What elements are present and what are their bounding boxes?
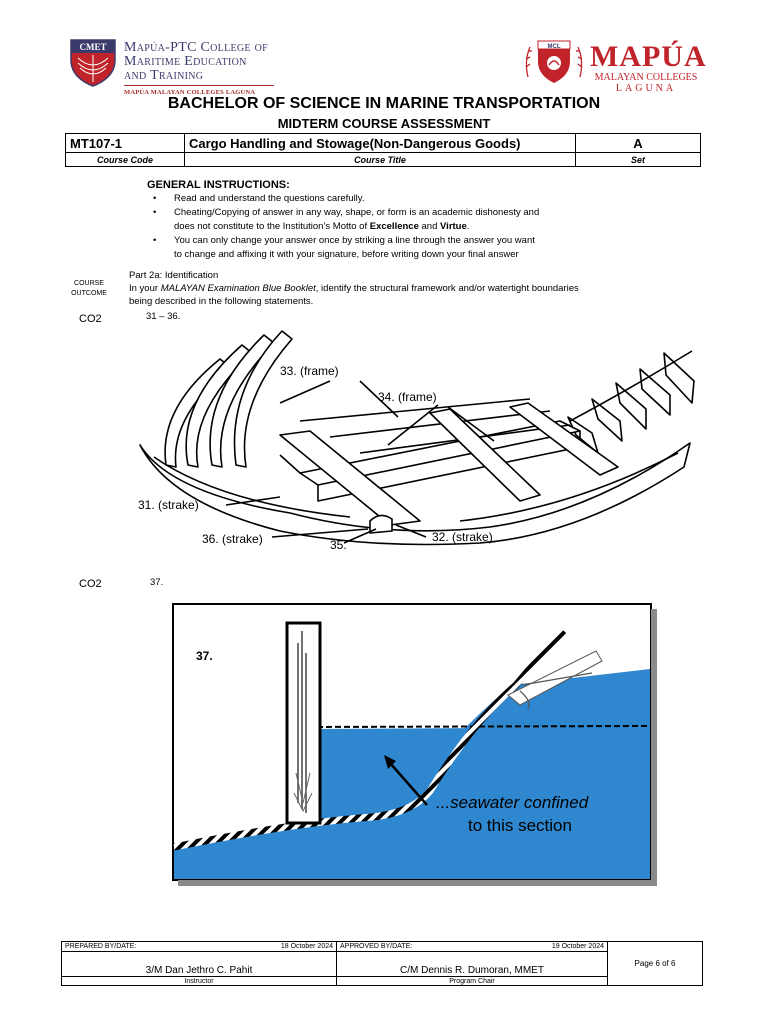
approved-date: 19 October 2024 [551,943,604,950]
cmet-line-1: Mapúa-PTC College of [124,40,269,55]
course-table [65,133,701,167]
assessment-title: MIDTERM COURSE ASSESSMENT [277,116,491,131]
approved-role: Program Chair [337,977,608,986]
prepared-date: 18 October 2024 [280,943,333,950]
part-desc: being described in the following statements. [129,296,314,307]
part-title: Part 2a: Identification [129,270,219,281]
booklet-name: MALAYAN Examination Blue Booklet [160,283,316,294]
mapua-logo-text [590,40,707,94]
seawater-figure [172,603,660,888]
q1-outcome: CO2 [79,313,102,325]
prepared-cell [62,942,337,952]
instruction-item: • Cheating/Copying of answer in any way, shape, or form is an academic dishonesty and does not constitute to the Institution’s Motto of Excellence and Virtue. [153,207,540,232]
mapua-sub-2: LAGUNA [615,83,677,94]
course-code: MT107-1 [66,134,185,153]
hull-structure-figure [130,325,700,555]
course-set: A [576,134,701,153]
approved-label: APPROVED BY/DATE: [340,943,413,950]
course-set-label: Set [576,153,701,167]
motto-excellence: Excellence [369,221,419,232]
label-37: 37. [196,649,213,663]
instruction-item: • You can only change your answer once by striking a line through the answer you want to change and affixing it with your signature, before writing down your final answer [153,235,535,260]
q2-number: 37. [150,577,164,588]
label-31: 31. (strake) [138,498,199,512]
cmet-line-3: and Training [124,68,204,83]
course-title-label: Course Title [185,153,576,167]
cmet-logo [68,38,118,88]
mcl-seal [522,37,586,85]
part-desc: , identify the structural framework and/or watertight boundaries [315,283,579,294]
cmet-line-2: Maritime Education [124,54,247,69]
co-heading-line1: COURSE [74,280,104,287]
cmet-badge-text: CMET [79,42,107,52]
q2-outcome: CO2 [79,578,102,590]
label-35: 35. [330,538,347,552]
part-instructions [129,269,719,308]
instruction-text: does not constitute to the Institution’s Motto of [174,221,370,232]
instruction-text: and [418,221,441,232]
instruction-text: Cheating/Copying of answer in any way, shape, or form is an academic dishonesty and [174,207,540,218]
mcl-badge-text: MCL [547,44,561,50]
instruction-text: You can only change your answer once by striking a line through the answer you want [174,235,535,246]
prepared-label: PREPARED BY/DATE: [65,943,137,950]
caption-line2: to this section [468,816,572,835]
caption-line1: ...seawater confined [436,793,589,812]
label-34: 34. (frame) [378,390,437,404]
signature-footer [61,941,703,986]
label-32: 32. (strake) [432,530,493,544]
instructions-list [147,192,637,262]
cmet-logo-text [124,41,274,96]
prepared-role: Instructor [62,977,337,986]
label-36: 36. (strake) [202,532,263,546]
cmet-subline: MAPÚA MALAYAN COLLEGES LAGUNA [124,89,256,96]
part-desc: In your [129,283,161,294]
mapua-title: MAPÚA [590,40,707,73]
approved-name: C/M Dennis R. Dumoran, MMET [337,952,608,977]
instruction-text: . [466,221,470,232]
mapua-sub-1: MALAYAN COLLEGES [594,72,698,83]
approved-cell [337,942,608,952]
q1-range: 31 – 36. [146,311,181,322]
label-33: 33. (frame) [280,364,339,378]
instructions-heading: GENERAL INSTRUCTIONS: [147,179,290,191]
instruction-text: to change and affixing it with your signature, before writing down your final answer [174,249,519,260]
co-heading-line2: OUTCOME [71,290,107,297]
course-title: Cargo Handling and Stowage(Non-Dangerous Goods) [185,134,576,153]
instruction-item: • Read and understand the questions carefully. [153,193,365,204]
program-title: BACHELOR OF SCIENCE IN MARINE TRANSPORTATION [167,95,601,112]
course-outcome-heading [64,279,114,299]
instruction-text: Read and understand the questions carefully. [174,193,365,204]
course-code-label: Course Code [66,153,185,167]
page-number: Page 6 of 6 [608,942,703,986]
motto-virtue: Virtue [440,221,467,232]
prepared-name: 3/M Dan Jethro C. Pahit [62,952,337,977]
